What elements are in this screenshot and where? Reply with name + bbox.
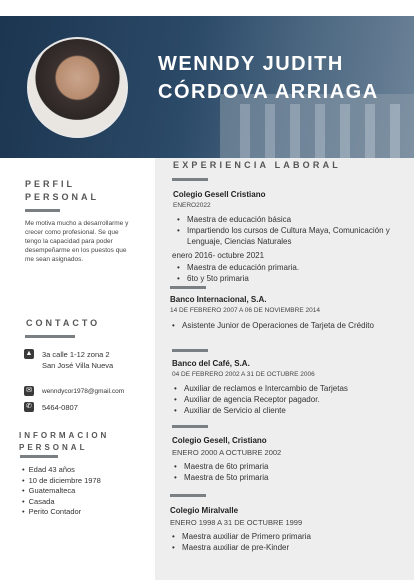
perfil-text: Me motiva mucho a desarrollarme y crecer como profesional. Se que tengo la capacidad para poder desempeñarme en los puestos que me sean asignados. [25,220,129,263]
list-item: • Asistente Junior de Operaciones de Tarjeta de Crédito [172,320,402,331]
job-divider [172,349,208,352]
job-bullets [177,262,397,284]
informacion-heading-line1: INFORMACION [19,431,110,440]
profile-photo [27,37,128,138]
job-date: ENERO 2000 A OCTUBRE 2002 [172,448,282,457]
email-text[interactable]: wenndycor1978@gmail.com [42,388,125,395]
list-item: • Auxiliar de reclamos e Intercambio de Tarjetas [174,383,404,394]
job-divider [170,286,206,289]
job-title: Banco del Café, S.A. [172,359,250,368]
job-bullets [172,531,397,553]
job-date: ENERO2022 [173,202,211,209]
location-icon: ▲ [25,350,33,357]
job-extra-date: enero 2016- octubre 2021 [172,251,265,260]
contacto-heading: CONTACTO [26,318,101,328]
list-item: • Maestra auxiliar de Primero primaria [172,531,397,542]
job-bullets [174,461,394,483]
perfil-heading-line1: PERFIL [25,179,76,189]
job-title: Colegio Gesell, Cristiano [172,436,267,445]
phone-text: 5464-0807 [42,403,78,412]
list-item: • Maestra de educación básica [177,214,402,225]
job-divider [172,178,208,181]
list-item: • Maestra de 5to primaria [174,472,394,483]
informacion-list [22,465,101,518]
list-item: • Edad 43 años [22,465,101,476]
informacion-divider [20,455,58,458]
list-item: • Maestra de educación primaria. [177,262,397,273]
list-item: • Maestra de 6to primaria [174,461,394,472]
informacion-heading [19,430,109,454]
informacion-heading-line2: PERSONAL [19,443,88,452]
job-date: ENERO 1998 A 31 DE OCTUBRE 1999 [170,518,303,527]
list-item: • Auxiliar de Servicio al cliente [174,405,404,416]
email-icon: ✉ [24,386,34,396]
job-date: 14 DE FEBRERO 2007 A 06 DE NOVIEMBRE 2014 [170,307,320,314]
name-line-2: CÓRDOVA ARRIAGA [158,81,379,103]
list-item: • Guatemalteca [22,486,101,497]
list-item: • 10 de diciembre 1978 [22,476,101,487]
experiencia-heading: EXPERIENCIA LABORAL [173,160,341,170]
job-date: 04 DE FEBRERO 2002 A 31 DE OCTUBRE 2006 [172,371,315,378]
job-bullets [177,214,402,247]
email-row [24,386,124,397]
job-divider [170,494,206,497]
perfil-divider [25,209,60,212]
perfil-heading-line2: PERSONAL [25,192,100,202]
list-item: • Perito Contador [22,507,101,518]
phone-row [24,402,78,413]
address-row [24,349,113,371]
job-bullets [172,320,402,331]
address-line-2: San José Villa Nueva [42,361,114,370]
list-item: • Impartiendo los cursos de Cultura Maya, Comunicación y Lenguaje, Ciencias Naturales [177,225,402,247]
perfil-heading [25,178,99,204]
phone-icon: ✆ [24,402,34,412]
address-line-1: 3a calle 1-12 zona 2 [42,350,110,359]
list-item: • Maestra auxiliar de pre-Kinder [172,542,397,553]
name-line-1: WENNDY JUDITH [158,53,344,75]
job-title: Colegio Miralvalle [170,506,239,515]
job-title: Banco Internacional, S.A. [170,295,267,304]
job-bullets [174,383,404,416]
job-title: Colegio Gesell Cristiano [173,190,266,199]
list-item: • 6to y 5to primaria [177,273,397,284]
list-item: • Auxiliar de agencia Receptor pagador. [174,394,404,405]
contacto-divider [25,335,75,338]
person-name [158,50,408,106]
list-item: • Casada [22,497,101,508]
job-divider [172,425,208,428]
